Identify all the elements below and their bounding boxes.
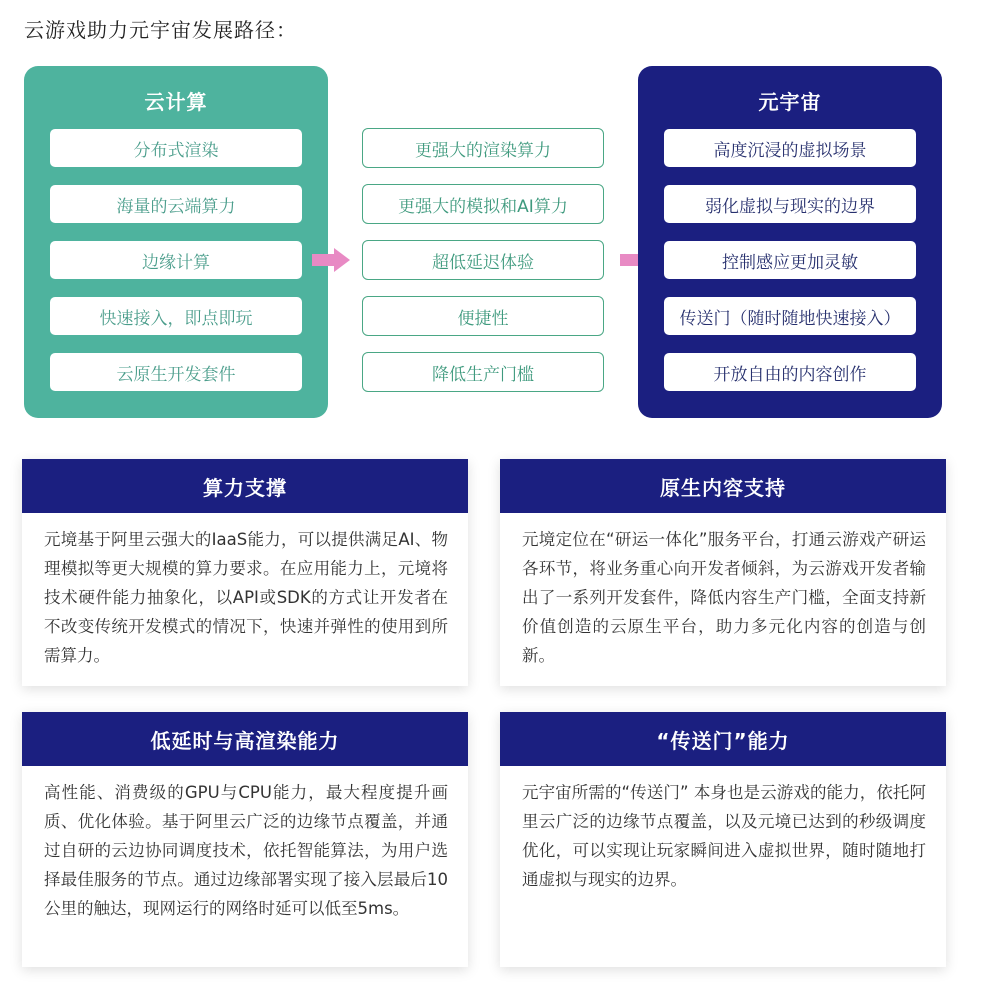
right-arrow-icon <box>312 248 350 272</box>
card-native-content <box>500 459 946 686</box>
metaverse-item: 高度沉浸的虚拟场景 <box>664 129 916 167</box>
cloud-item: 海量的云端算力 <box>50 185 302 223</box>
cloud-item: 分布式渲染 <box>50 129 302 167</box>
cloud-item: 快速接入，即点即玩 <box>50 297 302 335</box>
card-body: 元境定位在“研运一体化”服务平台，打通云游戏产研运各环节，将业务重心向开发者倾斜，为云游戏开发者输出了一系列开发套件，降低内容生产门槛，全面支持新价值创造的云原生平台，助力多元化内容的创造与创新。 <box>522 530 926 665</box>
metaverse-box <box>638 66 942 418</box>
cloud-item: 边缘计算 <box>50 241 302 279</box>
middle-item: 降低生产门槛 <box>362 352 604 392</box>
card-body: 高性能、消费级的GPU与CPU能力，最大程度提升画质、优化体验。基于阿里云广泛的边缘节点覆盖，并通过自研的云边协同调度技术，依托智能算法，为用户选择最佳服务的节点。通过边缘部署实现了接入层最后10公里的触达，现网运行的网络时延可以低至5ms。 <box>44 783 448 918</box>
page-title: 云游戏助力元宇宙发展路径： <box>24 18 297 42</box>
card-title: “传送门”能力 <box>500 712 946 766</box>
metaverse-title: 元宇宙 <box>758 90 822 114</box>
middle-item: 便捷性 <box>362 296 604 336</box>
card-portal <box>500 712 946 967</box>
middle-item: 超低延迟体验 <box>362 240 604 280</box>
card-title: 算力支撑 <box>22 459 468 513</box>
metaverse-item: 弱化虚拟与现实的边界 <box>664 185 916 223</box>
middle-item: 更强大的渲染算力 <box>362 128 604 168</box>
metaverse-item: 控制感应更加灵敏 <box>664 241 916 279</box>
card-computing-support <box>22 459 468 686</box>
cloud-computing-title: 云计算 <box>144 90 208 114</box>
metaverse-item: 开放自由的内容创作 <box>664 353 916 391</box>
cloud-item: 云原生开发套件 <box>50 353 302 391</box>
card-title: 低延时与高渲染能力 <box>22 712 468 766</box>
metaverse-item: 传送门（随时随地快速接入） <box>664 297 916 335</box>
card-low-latency <box>22 712 468 967</box>
middle-item: 更强大的模拟和AI算力 <box>362 184 604 224</box>
cloud-computing-box <box>24 66 328 418</box>
card-body: 元境基于阿里云强大的IaaS能力，可以提供满足AI、物理模拟等更大规模的算力要求。在应用能力上，元境将技术硬件能力抽象化，以API或SDK的方式让开发者在不改变传统开发模式的情况下，快速并弹性的使用到所需算力。 <box>44 530 448 665</box>
card-body: 元宇宙所需的“传送门” 本身也是云游戏的能力，依托阿里云广泛的边缘节点覆盖，以及元境已达到的秒级调度优化，可以实现让玩家瞬间进入虚拟世界，随时随地打通虚拟与现实的边界。 <box>522 783 926 889</box>
card-title: 原生内容支持 <box>500 459 946 513</box>
